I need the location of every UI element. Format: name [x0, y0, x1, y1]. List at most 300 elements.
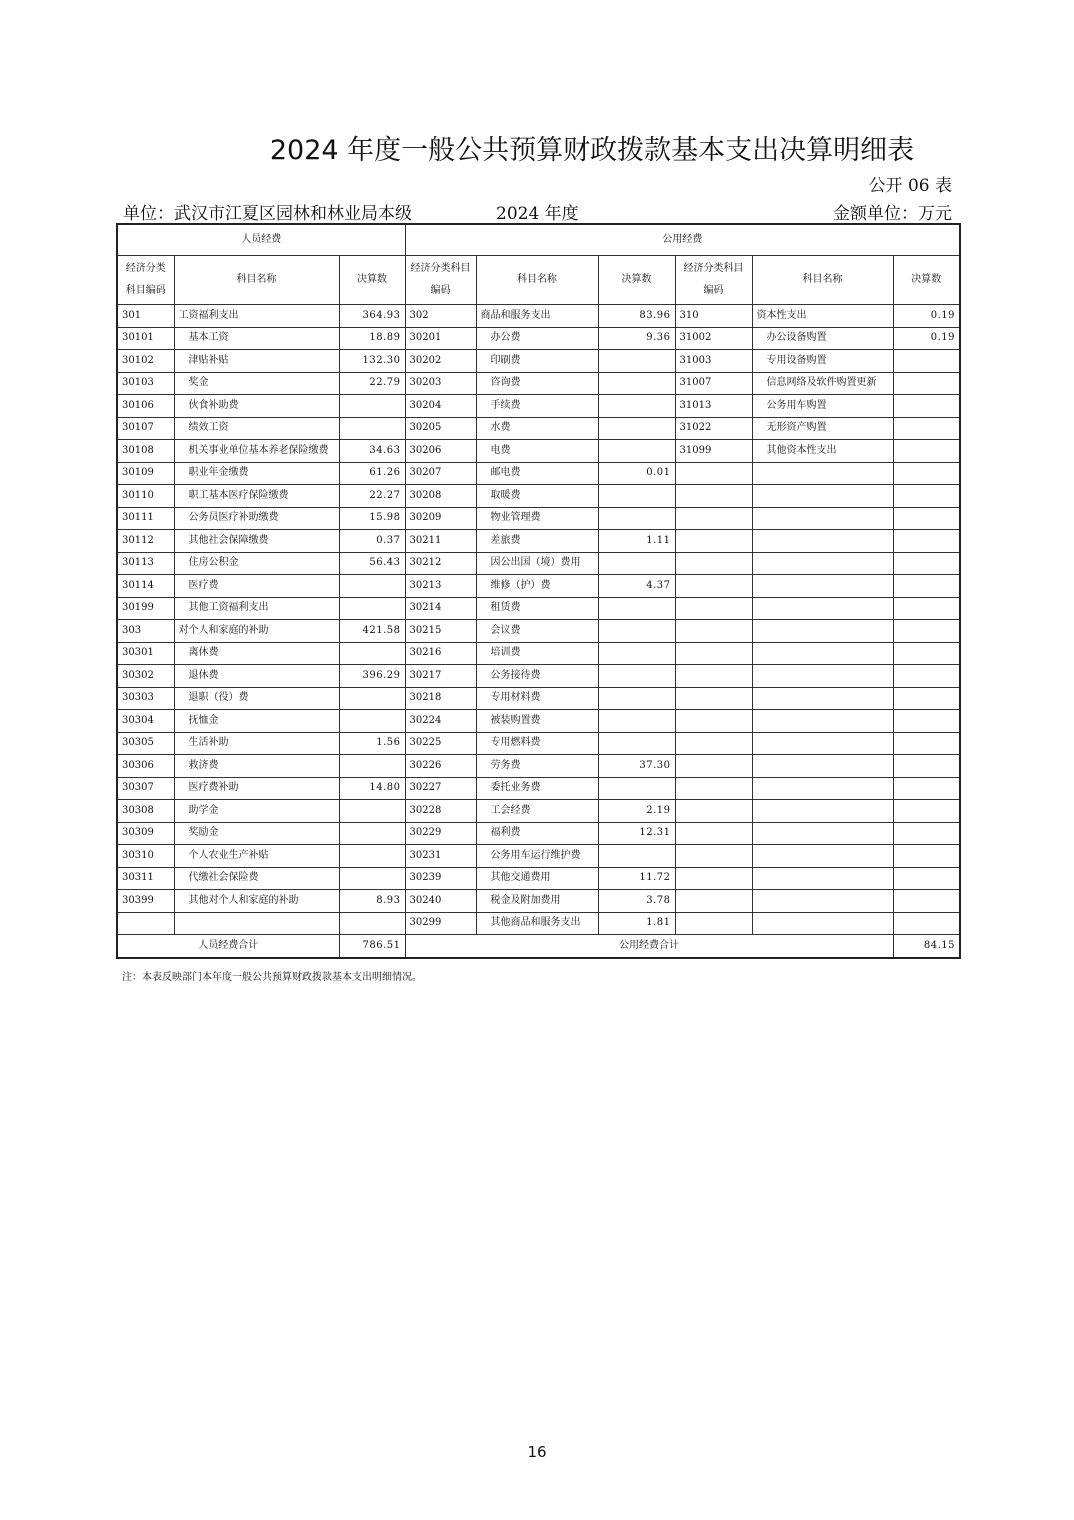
cell-c-code: 31007 — [675, 372, 752, 395]
cell-p-amount: 22.79 — [339, 372, 405, 395]
cell-c-code — [675, 485, 752, 508]
totals-row — [117, 935, 960, 958]
cell-p-name: 医疗费 — [174, 575, 339, 598]
cell-g-code: 30225 — [405, 732, 476, 755]
cell-c-amount — [893, 867, 960, 890]
cell-g-code: 30299 — [405, 912, 476, 935]
table-row — [117, 912, 960, 935]
cell-g-code: 30226 — [405, 755, 476, 778]
cell-c-name — [752, 800, 893, 823]
cell-g-code: 302 — [405, 305, 476, 328]
table-row — [117, 395, 960, 418]
cell-g-amount: 3.78 — [598, 890, 675, 913]
cell-c-code — [675, 867, 752, 890]
cell-p-name: 职业年金缴费 — [174, 462, 339, 485]
cell-g-name: 其他交通费用 — [476, 867, 598, 890]
cell-c-code — [675, 507, 752, 530]
cell-c-name — [752, 665, 893, 688]
table-row — [117, 620, 960, 643]
cell-g-name: 印刷费 — [476, 350, 598, 373]
cell-p-code: 30308 — [117, 800, 174, 823]
cell-g-code: 30216 — [405, 642, 476, 665]
table-row — [117, 597, 960, 620]
form-number: 公开 06 表 — [868, 176, 952, 196]
cell-c-name: 其他资本性支出 — [752, 440, 893, 463]
cell-c-code — [675, 642, 752, 665]
cell-g-amount — [598, 845, 675, 868]
cell-g-name: 委托业务费 — [476, 777, 598, 800]
cell-p-code: 30302 — [117, 665, 174, 688]
table-row — [117, 552, 960, 575]
header-c-code: 经济分类科目编码 — [675, 256, 752, 305]
cell-g-amount: 12.31 — [598, 822, 675, 845]
cell-p-code: 30110 — [117, 485, 174, 508]
cell-g-name: 公务接待费 — [476, 665, 598, 688]
table-row — [117, 440, 960, 463]
table-row — [117, 417, 960, 440]
cell-p-code: 30310 — [117, 845, 174, 868]
cell-p-name: 公务员医疗补助缴费 — [174, 507, 339, 530]
cell-g-name: 被装购置费 — [476, 710, 598, 733]
page-number: 16 — [527, 1443, 547, 1461]
cell-p-code: 30112 — [117, 530, 174, 553]
cell-g-code: 30202 — [405, 350, 476, 373]
cell-g-amount — [598, 597, 675, 620]
cell-p-amount: 396.29 — [339, 665, 405, 688]
cell-p-code: 30111 — [117, 507, 174, 530]
cell-g-amount: 4.37 — [598, 575, 675, 598]
cell-p-code: 303 — [117, 620, 174, 643]
cell-p-amount: 15.98 — [339, 507, 405, 530]
cell-c-amount — [893, 417, 960, 440]
cell-p-amount — [339, 845, 405, 868]
cell-c-amount — [893, 440, 960, 463]
cell-c-name — [752, 507, 893, 530]
cell-p-code: 30103 — [117, 372, 174, 395]
cell-c-amount — [893, 642, 960, 665]
public-total-label: 公用经费合计 — [405, 935, 893, 958]
cell-c-name — [752, 867, 893, 890]
cell-p-amount — [339, 755, 405, 778]
cell-p-amount: 421.58 — [339, 620, 405, 643]
cell-p-name: 工资福利支出 — [174, 305, 339, 328]
cell-p-name: 奖金 — [174, 372, 339, 395]
cell-p-code: 30106 — [117, 395, 174, 418]
table-row — [117, 800, 960, 823]
cell-p-name: 离休费 — [174, 642, 339, 665]
cell-c-code — [675, 845, 752, 868]
cell-c-name: 办公设备购置 — [752, 327, 893, 350]
cell-g-code: 30212 — [405, 552, 476, 575]
cell-p-amount — [339, 395, 405, 418]
cell-p-name: 住房公积金 — [174, 552, 339, 575]
cell-g-name: 商品和服务支出 — [476, 305, 598, 328]
table-row — [117, 755, 960, 778]
cell-g-name: 培训费 — [476, 642, 598, 665]
money-unit-label: 金额单位：万元 — [833, 204, 952, 224]
cell-g-code: 30215 — [405, 620, 476, 643]
cell-p-name: 其他对个人和家庭的补助 — [174, 890, 339, 913]
cell-p-code: 30107 — [117, 417, 174, 440]
cell-g-code: 30203 — [405, 372, 476, 395]
cell-c-name — [752, 845, 893, 868]
cell-c-code — [675, 710, 752, 733]
cell-c-amount — [893, 485, 960, 508]
cell-g-code: 30231 — [405, 845, 476, 868]
cell-g-amount: 0.01 — [598, 462, 675, 485]
header-g-name: 科目名称 — [476, 256, 598, 305]
cell-p-name: 伙食补助费 — [174, 395, 339, 418]
cell-c-amount — [893, 755, 960, 778]
cell-g-amount — [598, 687, 675, 710]
table-row — [117, 350, 960, 373]
cell-p-amount — [339, 822, 405, 845]
cell-c-amount — [893, 530, 960, 553]
cell-c-amount — [893, 395, 960, 418]
cell-g-name: 差旅费 — [476, 530, 598, 553]
personnel-total-value: 786.51 — [339, 935, 405, 958]
table-row — [117, 665, 960, 688]
cell-p-name — [174, 912, 339, 935]
table-row — [117, 530, 960, 553]
cell-g-name: 物业管理费 — [476, 507, 598, 530]
cell-g-code: 30205 — [405, 417, 476, 440]
cell-p-amount: 8.93 — [339, 890, 405, 913]
cell-c-amount — [893, 800, 960, 823]
cell-c-amount — [893, 710, 960, 733]
cell-p-code: 30109 — [117, 462, 174, 485]
cell-p-amount: 56.43 — [339, 552, 405, 575]
personnel-total-label: 人员经费合计 — [117, 935, 339, 958]
cell-c-code — [675, 777, 752, 800]
cell-p-code: 30108 — [117, 440, 174, 463]
cell-c-amount — [893, 890, 960, 913]
table-row — [117, 327, 960, 350]
cell-g-code: 30209 — [405, 507, 476, 530]
page-title: 2024 年度一般公共预算财政拨款基本支出决算明细表 — [269, 135, 915, 166]
table-row — [117, 575, 960, 598]
cell-c-code: 31022 — [675, 417, 752, 440]
cell-g-code: 30239 — [405, 867, 476, 890]
cell-c-name: 无形资产购置 — [752, 417, 893, 440]
cell-g-name: 电费 — [476, 440, 598, 463]
cell-p-amount: 22.27 — [339, 485, 405, 508]
cell-p-amount: 0.37 — [339, 530, 405, 553]
table-row — [117, 642, 960, 665]
table-row — [117, 507, 960, 530]
cell-c-code — [675, 732, 752, 755]
header-g-amount: 决算数 — [598, 256, 675, 305]
section-personnel: 人员经费 — [117, 224, 405, 256]
table-row — [117, 867, 960, 890]
cell-p-code: 301 — [117, 305, 174, 328]
cell-c-amount: 0.19 — [893, 305, 960, 328]
cell-g-name: 手续费 — [476, 395, 598, 418]
cell-p-name: 救济费 — [174, 755, 339, 778]
year-label: 2024 年度 — [496, 204, 579, 224]
cell-c-name — [752, 552, 893, 575]
cell-c-name — [752, 620, 893, 643]
cell-c-amount — [893, 732, 960, 755]
cell-c-name — [752, 822, 893, 845]
cell-g-amount: 1.81 — [598, 912, 675, 935]
cell-c-code — [675, 912, 752, 935]
cell-p-amount — [339, 800, 405, 823]
cell-p-code: 30311 — [117, 867, 174, 890]
expenditure-detail-table — [116, 223, 961, 959]
cell-p-amount — [339, 642, 405, 665]
cell-c-amount — [893, 575, 960, 598]
header-p-name: 科目名称 — [174, 256, 339, 305]
cell-c-name: 资本性支出 — [752, 305, 893, 328]
cell-g-name: 福利费 — [476, 822, 598, 845]
cell-g-amount: 2.19 — [598, 800, 675, 823]
cell-c-amount — [893, 822, 960, 845]
cell-g-code: 30214 — [405, 597, 476, 620]
cell-c-code: 31002 — [675, 327, 752, 350]
cell-p-code: 30102 — [117, 350, 174, 373]
cell-c-name — [752, 777, 893, 800]
cell-p-name: 生活补助 — [174, 732, 339, 755]
cell-p-amount — [339, 687, 405, 710]
cell-c-code — [675, 552, 752, 575]
cell-g-code: 30207 — [405, 462, 476, 485]
cell-p-amount — [339, 417, 405, 440]
cell-g-name: 会议费 — [476, 620, 598, 643]
cell-p-code: 30305 — [117, 732, 174, 755]
cell-g-code: 30204 — [405, 395, 476, 418]
cell-p-name: 个人农业生产补贴 — [174, 845, 339, 868]
cell-p-amount: 14.80 — [339, 777, 405, 800]
column-header-row — [117, 256, 960, 305]
cell-c-amount — [893, 507, 960, 530]
cell-g-name: 水费 — [476, 417, 598, 440]
cell-c-amount — [893, 845, 960, 868]
cell-c-amount — [893, 777, 960, 800]
cell-g-amount: 83.96 — [598, 305, 675, 328]
cell-g-amount — [598, 732, 675, 755]
cell-c-code: 31003 — [675, 350, 752, 373]
section-public: 公用经费 — [405, 224, 960, 256]
cell-c-name: 公务用车购置 — [752, 395, 893, 418]
cell-p-name: 对个人和家庭的补助 — [174, 620, 339, 643]
cell-p-amount — [339, 912, 405, 935]
cell-g-amount — [598, 507, 675, 530]
cell-c-amount — [893, 552, 960, 575]
cell-p-name: 其他社会保障缴费 — [174, 530, 339, 553]
cell-c-code — [675, 687, 752, 710]
header-g-code: 经济分类科目编码 — [405, 256, 476, 305]
cell-p-amount — [339, 867, 405, 890]
cell-c-code: 310 — [675, 305, 752, 328]
cell-c-code — [675, 890, 752, 913]
cell-c-amount — [893, 620, 960, 643]
cell-g-amount — [598, 395, 675, 418]
cell-g-code: 30206 — [405, 440, 476, 463]
cell-c-amount — [893, 462, 960, 485]
cell-g-name: 因公出国（境）费用 — [476, 552, 598, 575]
cell-c-amount — [893, 372, 960, 395]
unit-label: 单位：武汉市江夏区园林和林业局本级 — [123, 204, 412, 224]
cell-c-code — [675, 800, 752, 823]
cell-c-code — [675, 597, 752, 620]
cell-g-name: 工会经费 — [476, 800, 598, 823]
cell-p-amount: 132.30 — [339, 350, 405, 373]
cell-g-name: 公务用车运行维护费 — [476, 845, 598, 868]
cell-g-amount — [598, 417, 675, 440]
cell-c-name — [752, 575, 893, 598]
header-c-name: 科目名称 — [752, 256, 893, 305]
cell-g-name: 其他商品和服务支出 — [476, 912, 598, 935]
cell-g-code: 30224 — [405, 710, 476, 733]
cell-c-code: 31013 — [675, 395, 752, 418]
cell-g-amount — [598, 440, 675, 463]
cell-c-amount — [893, 597, 960, 620]
cell-p-name: 助学金 — [174, 800, 339, 823]
cell-g-name: 专用燃料费 — [476, 732, 598, 755]
cell-g-name: 税金及附加费用 — [476, 890, 598, 913]
cell-p-code: 30113 — [117, 552, 174, 575]
header-p-amount: 决算数 — [339, 256, 405, 305]
cell-p-name: 绩效工资 — [174, 417, 339, 440]
cell-p-name: 基本工资 — [174, 327, 339, 350]
cell-g-name: 维修（护）费 — [476, 575, 598, 598]
cell-c-code — [675, 530, 752, 553]
cell-g-amount — [598, 485, 675, 508]
cell-c-name: 信息网络及软件购置更新 — [752, 372, 893, 395]
cell-g-code: 30213 — [405, 575, 476, 598]
cell-g-name: 咨询费 — [476, 372, 598, 395]
footnote: 注：本表反映部门本年度一般公共预算财政拨款基本支出明细情况。 — [122, 972, 422, 983]
cell-g-code: 30208 — [405, 485, 476, 508]
cell-p-code: 30309 — [117, 822, 174, 845]
cell-c-amount: 0.19 — [893, 327, 960, 350]
cell-p-name: 机关事业单位基本养老保险缴费 — [174, 440, 339, 463]
table-row — [117, 890, 960, 913]
cell-p-amount — [339, 597, 405, 620]
cell-g-code: 30217 — [405, 665, 476, 688]
cell-c-name — [752, 642, 893, 665]
cell-c-name — [752, 485, 893, 508]
cell-g-amount — [598, 642, 675, 665]
cell-g-code: 30218 — [405, 687, 476, 710]
table-row — [117, 777, 960, 800]
cell-p-code: 30399 — [117, 890, 174, 913]
cell-c-code — [675, 462, 752, 485]
cell-p-amount — [339, 575, 405, 598]
table-row — [117, 372, 960, 395]
cell-g-amount — [598, 777, 675, 800]
table-row — [117, 305, 960, 328]
cell-g-amount: 11.72 — [598, 867, 675, 890]
cell-g-code: 30211 — [405, 530, 476, 553]
cell-p-code: 30303 — [117, 687, 174, 710]
cell-p-code: 30114 — [117, 575, 174, 598]
cell-p-code: 30304 — [117, 710, 174, 733]
cell-g-name: 租赁费 — [476, 597, 598, 620]
cell-p-amount: 1.56 — [339, 732, 405, 755]
cell-g-name: 专用材料费 — [476, 687, 598, 710]
cell-p-name: 津贴补贴 — [174, 350, 339, 373]
cell-p-name: 退休费 — [174, 665, 339, 688]
cell-c-code — [675, 665, 752, 688]
cell-c-code — [675, 755, 752, 778]
cell-g-amount — [598, 620, 675, 643]
cell-c-name — [752, 597, 893, 620]
header-c-amount: 决算数 — [893, 256, 960, 305]
cell-c-name — [752, 755, 893, 778]
cell-p-name: 抚恤金 — [174, 710, 339, 733]
cell-g-name: 劳务费 — [476, 755, 598, 778]
cell-g-amount: 9.36 — [598, 327, 675, 350]
cell-p-amount: 34.63 — [339, 440, 405, 463]
cell-g-name: 办公费 — [476, 327, 598, 350]
cell-p-code: 30199 — [117, 597, 174, 620]
cell-c-code — [675, 822, 752, 845]
cell-p-code: 30306 — [117, 755, 174, 778]
cell-p-amount: 18.89 — [339, 327, 405, 350]
cell-c-name — [752, 890, 893, 913]
cell-g-amount: 1.11 — [598, 530, 675, 553]
cell-g-code: 30227 — [405, 777, 476, 800]
public-total-value: 84.15 — [893, 935, 960, 958]
cell-g-amount — [598, 552, 675, 575]
cell-c-name — [752, 732, 893, 755]
table-row — [117, 462, 960, 485]
cell-g-name: 邮电费 — [476, 462, 598, 485]
cell-c-amount — [893, 687, 960, 710]
table-row — [117, 710, 960, 733]
cell-c-code: 31099 — [675, 440, 752, 463]
cell-c-amount — [893, 912, 960, 935]
cell-g-name: 取暖费 — [476, 485, 598, 508]
cell-c-name — [752, 687, 893, 710]
table-row — [117, 822, 960, 845]
cell-c-name — [752, 462, 893, 485]
cell-c-name — [752, 912, 893, 935]
section-header-row — [117, 224, 960, 256]
cell-g-amount — [598, 372, 675, 395]
cell-p-code: 30307 — [117, 777, 174, 800]
cell-p-code — [117, 912, 174, 935]
cell-g-amount — [598, 665, 675, 688]
cell-p-name: 退职（役）费 — [174, 687, 339, 710]
table-row — [117, 845, 960, 868]
cell-c-code — [675, 575, 752, 598]
cell-p-name: 职工基本医疗保险缴费 — [174, 485, 339, 508]
cell-p-name: 代缴社会保险费 — [174, 867, 339, 890]
cell-g-amount — [598, 350, 675, 373]
cell-p-amount — [339, 710, 405, 733]
cell-g-code: 30201 — [405, 327, 476, 350]
table-row — [117, 732, 960, 755]
cell-c-name — [752, 530, 893, 553]
cell-g-amount: 37.30 — [598, 755, 675, 778]
cell-p-name: 医疗费补助 — [174, 777, 339, 800]
table-row — [117, 687, 960, 710]
cell-g-code: 30228 — [405, 800, 476, 823]
cell-g-amount — [598, 710, 675, 733]
cell-c-amount — [893, 665, 960, 688]
cell-p-code: 30301 — [117, 642, 174, 665]
cell-p-code: 30101 — [117, 327, 174, 350]
cell-c-name — [752, 710, 893, 733]
cell-c-name: 专用设备购置 — [752, 350, 893, 373]
header-p-code: 经济分类科目编码 — [117, 256, 174, 305]
cell-g-code: 30229 — [405, 822, 476, 845]
cell-p-name: 其他工资福利支出 — [174, 597, 339, 620]
cell-p-name: 奖励金 — [174, 822, 339, 845]
